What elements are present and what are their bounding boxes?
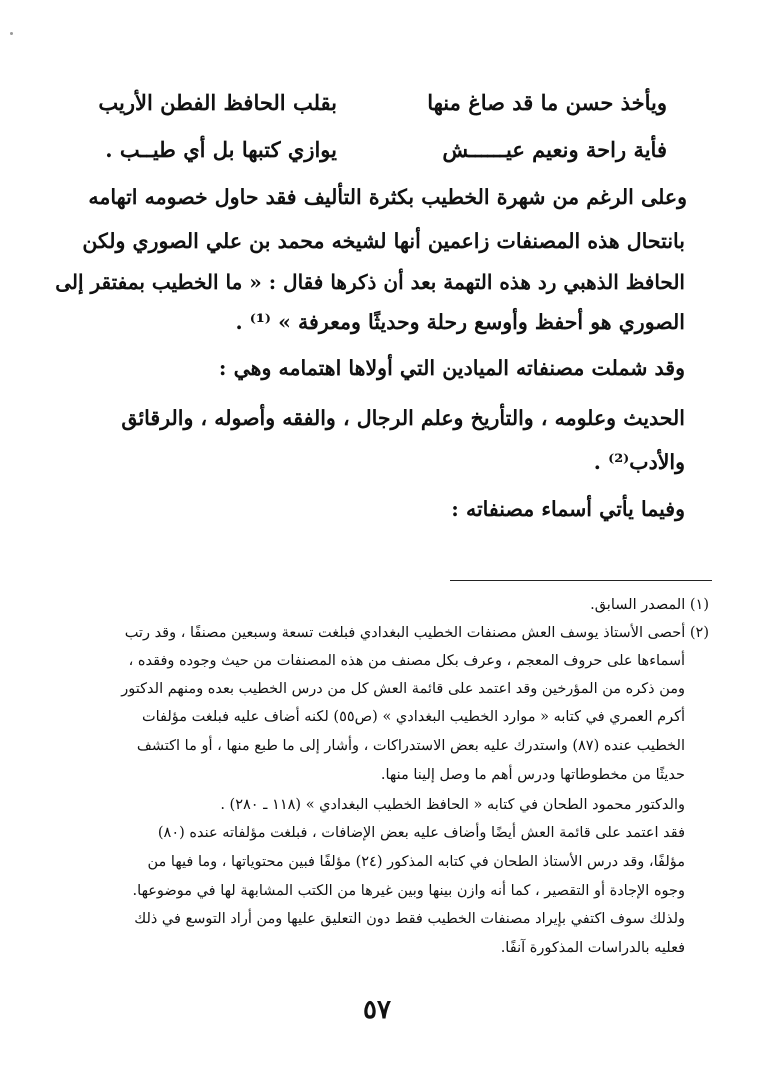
body-line-3: الحافظ الذهبي رد هذه التهمة بعد أن ذكرها فقال : « ما الخطيب بمفتقر إلى	[55, 270, 685, 294]
page-number: ٥٧	[363, 995, 391, 1025]
footnote-line-9: فقد اعتمد على قائمة العش أيضًا وأضاف عليه بعض الإضافات ، فبلغت مؤلفاته عنده (٨٠)	[157, 825, 685, 841]
poem-line-1-second: بقلب الحافظ الفطن الأريب	[98, 90, 337, 115]
poem-line-1-first: ويأخذ حسن ما قد صاغ منها	[427, 90, 667, 115]
footnote-line-5: أكرم العمري في كتابه « موارد الخطيب البغدادي » (ص٥٥) لكنه أضاف عليه فبلغت مؤلفات	[141, 709, 685, 725]
footnote-line-4: ومن ذكره من المؤرخين وقد اعتمد على قائمة العش كل من درس الخطيب بعده ومنهم الدكتور	[121, 681, 685, 697]
footnote-line-6: الخطيب عنده (٨٧) واستدرك عليه بعض الاستدراكات ، وأشار إلى ما طبع منها ، أو ما اكتشف	[136, 738, 685, 754]
footnote-line-2: (٢) أحصى الأستاذ يوسف العش مصنفات الخطيب البغدادي فبلغت تسعة وسبعين مصنفًا ، وقد رتب	[124, 625, 709, 641]
poem-line-2-first: فأية راحة ونعيم عيــــــش	[442, 137, 667, 162]
poem-line-2-second: يوازي كتبها بل أي طيــب .	[105, 137, 337, 162]
footnote-separator	[450, 580, 712, 581]
footnote-line-1: (١) المصدر السابق.	[590, 597, 709, 613]
body-line-6: الحديث وعلومه ، والتأريخ وعلم الرجال ، والفقه وأصوله ، والرقائق	[121, 406, 685, 430]
body-line-1: وعلى الرغم من شهرة الخطيب بكثرة التأليف فقد حاول خصومه اتهامه	[88, 185, 687, 209]
body-line-4: الصوري هو أحفظ وأوسع رحلة وحديثًا ومعرفة » ⁽¹⁾ .	[235, 310, 685, 334]
footnote-line-13: فعليه بالدراسات المذكورة آنفًا.	[500, 940, 685, 956]
body-line-5: وقد شملت مصنفاته الميادين التي أولاها اهتمامه وهي :	[218, 356, 685, 380]
footnote-line-12: ولذلك سوف اكتفي بإيراد مصنفات الخطيب فقط دون التعليق عليها ومن أراد التوسع في ذلك	[134, 911, 685, 927]
body-line-2: بانتحال هذه المصنفات زاعمين أنها لشيخه محمد بن علي الصوري ولكن	[82, 229, 685, 253]
footnote-line-7: حديثًا من مخطوطاتها ودرس أهم ما وصل إلينا منها.	[380, 767, 685, 783]
footnote-line-10: مؤلفًا، وقد درس الأستاذ الطحان في كتابه المذكور (٢٤) مؤلفًا فبين محتوياتها ، وما فيها من	[147, 854, 685, 870]
footnote-line-3: أسماءها على حروف المعجم ، وعرف بكل مصنف من هذه المصنفات من حيث وجوده وفقده ،	[128, 653, 685, 669]
footnote-line-8: والدكتور محمود الطحان في كتابه « الحافظ الخطيب البغدادي » (١١٨ ـ ٢٨٠) .	[220, 797, 685, 813]
scan-speck	[10, 32, 13, 35]
body-line-8: وفيما يأتي أسماء مصنفاته :	[451, 497, 685, 521]
body-line-7: والأدب⁽²⁾ .	[593, 450, 685, 474]
footnote-line-11: وجوه الإجادة أو التقصير ، كما أنه وازن بينها وبين غيرها من الكتب المشابهة لها في موضوعها.	[132, 883, 685, 899]
